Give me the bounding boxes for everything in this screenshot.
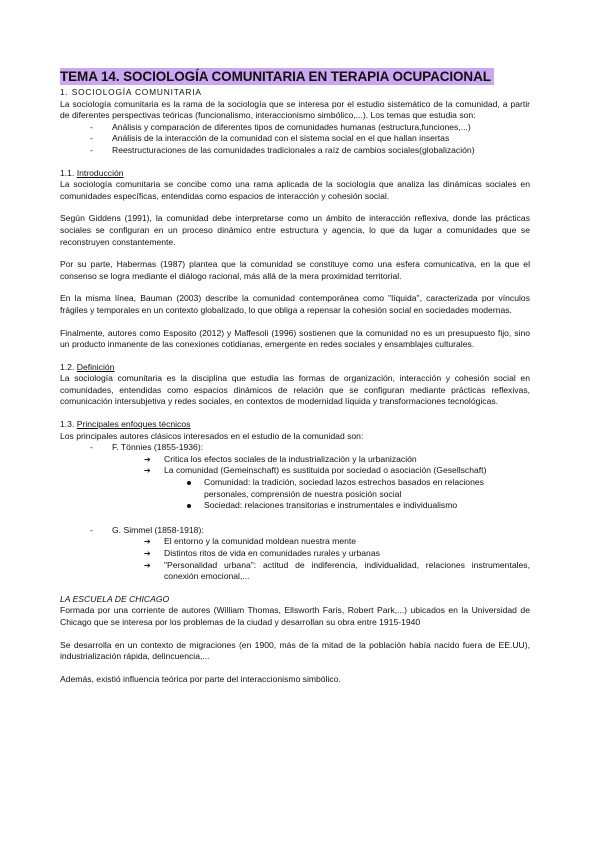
subsection-number: 1.3. bbox=[60, 419, 75, 430]
author-item-simmel bbox=[90, 525, 530, 583]
subsection-title: Principales enfoques técnicos bbox=[76, 419, 191, 430]
list-item: ➔ Critica los efectos sociales de la industrialización y la urbanización bbox=[144, 453, 417, 464]
arrow-list bbox=[112, 454, 530, 512]
list-item: - Reestructuraciones de las comunidades tradicionales a raíz de cambios sociales(globalización) bbox=[90, 145, 530, 157]
paragraph: La sociología comunitaria es la disciplina que estudia las formas de organización, interacción y cohesión social en comunidades, entendidas como espacios dinámicos de relación que se configuran mediante prácticas reflexivas, comunicación intersubjetiva y redes sociales, en contextos de modernidad líquida y transformaciones tecnológicas. bbox=[60, 373, 530, 407]
author-name: G. Simmel (1858-1918): bbox=[112, 524, 204, 535]
author-name: F. Tönnies (1855-1936): bbox=[112, 442, 204, 453]
author-item-tonnies bbox=[90, 442, 530, 512]
paragraph: Según Giddens (1991), la comunidad debe interpretarse como un ámbito de interacción reflexiva, donde las prácticas sociales se configuran en un proceso dinámico entre estructura y agencia, lo que da lugar a comunidades que se reconstruyen constantemente. bbox=[60, 213, 530, 247]
list-item: ➔ "Personalidad urbana": actitud de indiferencia, individualidad, relaciones instrumentales, conexión emocional,... bbox=[144, 559, 530, 582]
bullet-icon bbox=[187, 481, 191, 485]
paragraph: Formada por una corriente de autores (William Thomas, Ellsworth Faris, Robert Park,...) ubicados en la Universidad de Chicago que se interesa por los problemas de la ciudad y desarrollan su obra entre 1915-1940 bbox=[60, 605, 530, 627]
bullet-list bbox=[164, 477, 530, 512]
subsection-number: 1.2. bbox=[60, 361, 75, 372]
arrow-right-icon: ➔ bbox=[144, 454, 151, 464]
chicago-heading: LA ESCUELA DE CHICAGO bbox=[60, 593, 170, 604]
page-title: TEMA 14. SOCIOLOGÍA COMUNITARIA EN TERAPIA OCUPACIONAL bbox=[60, 68, 494, 85]
list-item: ➔ El entorno y la comunidad moldean nuestra mente bbox=[144, 536, 357, 547]
subsection-heading-1-1 bbox=[60, 168, 530, 180]
paragraph: La sociología comunitaria se concibe como una rama aplicada de la sociología que analiza las dinámicas sociales en comunidades específicas, entendidas como espacios de interacción y cohesión social. bbox=[60, 179, 530, 201]
arrow-right-icon: ➔ bbox=[144, 549, 151, 558]
subsection-heading-1-2 bbox=[60, 362, 530, 374]
list-item: - Análisis y comparación de diferentes tipos de comunidades humanas (estructura,funciones,...) bbox=[90, 122, 530, 134]
arrow-right-icon: ➔ bbox=[144, 537, 151, 547]
paragraph: Se desarrolla en un contexto de migraciones (en 1900, más de la mitad de la población había nacido fuera de EE.UU), industrialización rápida, delincuencia,... bbox=[60, 639, 530, 662]
paragraph: Además, existió influencia teórica por parte del interaccionismo simbólico. bbox=[60, 673, 341, 684]
document-page bbox=[60, 68, 530, 685]
list-item: - Análisis de la interacción de la comunidad con el sistema social en el que hallan insertas bbox=[90, 133, 530, 145]
section-heading-1: 1. SOCIOLOGÍA COMUNITARIA bbox=[60, 87, 202, 97]
arrow-right-icon: ➔ bbox=[144, 560, 151, 570]
paragraph: En la misma línea, Bauman (2003) describe la comunidad contemporánea como "líquida", caracterizada por vínculos frágiles y temporales en un contexto globalizado, lo que obliga a repensar la cohesión social en sociedades modernas. bbox=[60, 293, 530, 315]
paragraph: Por su parte, Habermas (1987) plantea que la comunidad se constituye como una esfera comunicativa, en la que el consenso se logra mediante el diálogo racional, más allá de la mera proximidad territorial. bbox=[60, 259, 530, 281]
authors-list bbox=[60, 442, 530, 583]
subsection-number: 1.1. bbox=[60, 167, 75, 178]
list-item: Sociedad: relaciones transitorias e instrumentales e individualismo bbox=[186, 500, 530, 512]
paragraph: Finalmente, autores como Esposito (2012) y Maffesoli (1996) sostienen que la comunidad no es un presupuesto fijo, sino un producto inmanente de las conexiones cotidianas, emergente en redes sociales y ensamblajes culturales. bbox=[60, 327, 530, 350]
topics-list bbox=[60, 122, 530, 157]
arrow-list bbox=[112, 536, 530, 582]
subsection-title: Definición bbox=[76, 361, 115, 372]
paragraph: Los principales autores clásicos interesados en el estudio de la comunidad son: bbox=[60, 430, 364, 441]
subsection-heading-1-3 bbox=[60, 419, 530, 431]
arrow-right-icon: ➔ bbox=[144, 466, 151, 476]
section1-intro: La sociología comunitaria es la rama de la sociología que se interesa por el estudio sistemático de la comunidad, a partir de diferentes perspectivas teóricas (funcionalismo, interaccionismo simbólico,...). Los temas que estudia son: bbox=[60, 98, 530, 121]
bullet-icon bbox=[187, 504, 191, 508]
list-item: ➔ La comunidad (Gemeinschaft) es sustituida por sociedad o asociación (Gesellschaft) Comunidad: la tradición, sociedad lazos estrechos basados en relaciones personales, comprensión de nuestra posición social Sociedad: relaciones transitorias e instrumentales e individualismo bbox=[144, 465, 530, 511]
list-item: ➔ Distintos ritos de vida en comunidades rurales y urbanas bbox=[144, 548, 380, 558]
subsection-title: Introducción bbox=[76, 167, 124, 178]
list-item: Comunidad: la tradición, sociedad lazos estrechos basados en relaciones personales, comprensión de nuestra posición social bbox=[186, 477, 530, 500]
